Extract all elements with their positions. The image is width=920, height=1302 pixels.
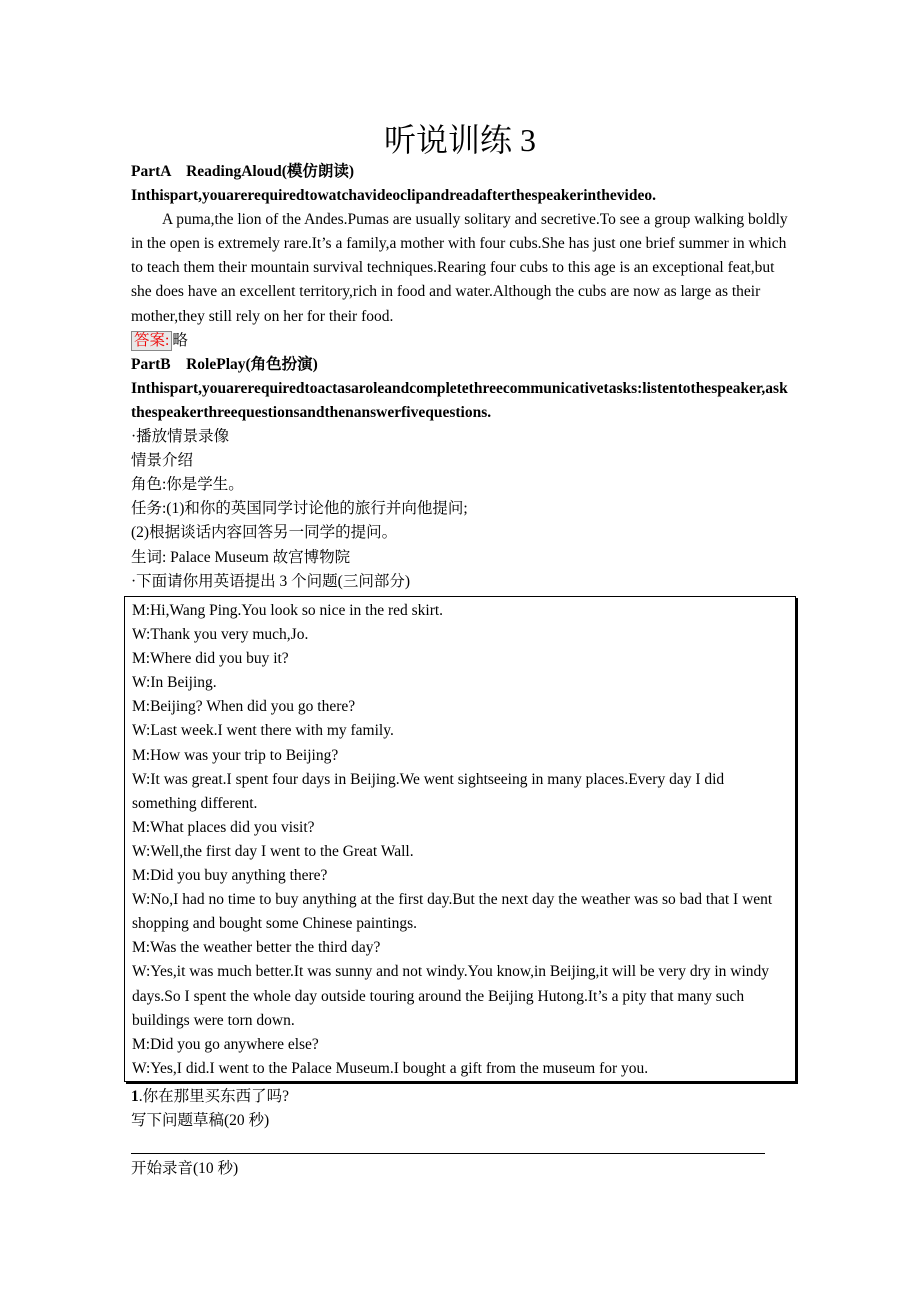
dialogue-line: W:Thank you very much,Jo.: [132, 626, 309, 644]
info-line: ·下面请你用英语提出 3 个问题(三问部分): [131, 572, 410, 590]
info-line: 生词: Palace Museum 故宫博物院: [131, 548, 351, 566]
answer-text: 略: [172, 331, 188, 349]
dialogue-line: M:Hi,Wang Ping.You look so nice in the red skirt.: [132, 602, 444, 619]
dialogue-line: M:What places did you visit?: [132, 818, 315, 836]
part-a-heading: PartA ReadingAloud(模仿朗读): [131, 163, 355, 180]
question-text: .你在那里买东西了吗?: [138, 1088, 290, 1105]
info-line: 角色:你是学生。: [131, 476, 244, 494]
page-title: 听说训练 3: [383, 122, 536, 158]
answer-label: 答案:: [131, 331, 172, 351]
dialogue-line: W:Yes,it was much better.It was sunny and not windy.You know,in Beijing,it will be very dry in windy days.So I spent the whole day outside touring around the Beijing Hutong.It’s a pity that many such buildings were torn down.: [132, 963, 770, 1029]
info-line: ·播放情景录像: [131, 428, 230, 446]
part-a-instruction: Inthispart,youarerequiredtowatchavideoclipandreadafterthespeakerinthevideo.: [131, 187, 656, 205]
part-a: [131, 160, 791, 594]
info-line: 任务:(1)和你的英国同学讨论他的旅行并向他提问;: [131, 500, 468, 518]
dialogue-line: M:Where did you buy it?: [132, 650, 289, 668]
dialogue-line: M:How was your trip to Beijing?: [132, 746, 339, 764]
info-line: (2)根据谈话内容回答另一同学的提问。: [131, 524, 398, 542]
dialogue-line: M:Did you buy anything there?: [132, 867, 328, 885]
question-1: [131, 1085, 791, 1133]
draft-instruction: 写下问题草稿(20 秒): [131, 1112, 270, 1130]
question-number: 1: [131, 1088, 139, 1105]
answer-line: [131, 1153, 765, 1154]
dialogue-line: M:Did you go anywhere else?: [132, 1035, 319, 1053]
dialogue-line: W:Last week.I went there with my family.: [132, 722, 394, 740]
part-b-instruction: Inthispart,youarerequiredtoactasaroleandcompletethreecommunicativetasks:listentothespeaker,askthespeakerthreequestionsandthenanswerfivequestions.: [131, 379, 788, 421]
dialogue-line: W:No,I had no time to buy anything at the first day.But the next day the weather was so bad that I went shopping and bought some Chinese paintings.: [132, 891, 773, 933]
dialogue-line: W:In Beijing.: [132, 674, 217, 692]
dialogue-line: M:Was the weather better the third day?: [132, 939, 381, 957]
dialogue-line: W:Well,the first day I went to the Great Wall.: [132, 842, 414, 860]
dialogue-line: W:It was great.I spent four days in Beijing.We went sightseeing in many places.Every day I did something different.: [132, 770, 725, 812]
dialogue-line: M:Beijing? When did you go there?: [132, 698, 356, 716]
info-line: 情景介绍: [131, 452, 194, 470]
reading-passage: A puma,the lion of the Andes.Pumas are usually solitary and secretive.To see a group walking boldly in the open is extremely rare.It’s a family,a mother with four cubs.She has just one brief summer in which to teach them their mountain survival techniques.Rearing four cubs to this age is an exceptional feat,but she does have an excellent territory,rich in food and water.Although the cubs are now as large as their mother,they still rely on her for their food.: [131, 211, 788, 325]
dialogue-box: [124, 596, 796, 1082]
answer-row: [131, 329, 791, 353]
record-instruction: 开始录音(10 秒): [131, 1160, 239, 1177]
dialogue-line: W:Yes,I did.I went to the Palace Museum.I bought a gift from the museum for you.: [132, 1059, 649, 1077]
part-b-heading: PartB RolePlay(角色扮演): [131, 355, 318, 373]
